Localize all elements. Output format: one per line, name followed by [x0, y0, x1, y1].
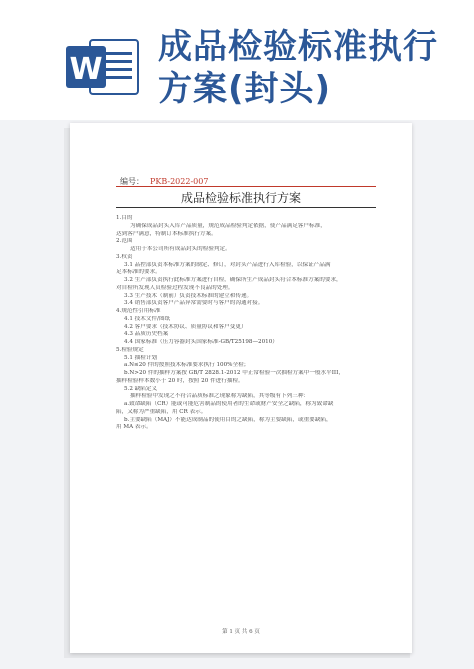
document-line: 对自检所发现人员检验过程发现不良品的处理。	[116, 284, 234, 291]
document-line: 4.1 技术文件/图纸	[124, 315, 171, 322]
document-line: b.N>20 件的抽样方案按 GB/T 2828.1-2012 中正常检验一次抽检方案中一般水平III，	[124, 370, 344, 376]
document-line: 3.3 生产技术（制前）负责技术标准的建立和传递。	[124, 292, 253, 299]
document-line: 4.规范性引用标准	[116, 308, 161, 314]
document-line: 用 MA 表示。	[116, 424, 152, 431]
document-line: 1.目的	[116, 215, 133, 221]
word-icon	[66, 36, 142, 98]
page-footer: 第 1 页 共 6 页	[222, 629, 260, 635]
document-line: 4.2 客户要求（技术协议、质量协议和客户变更）	[124, 323, 247, 330]
header-rule-red	[116, 186, 376, 187]
document-line: 3.4 销售部负责客户产品异常需要时与客户的沟通对接。	[124, 300, 264, 307]
document-line: 5.2 缺陷定义	[124, 385, 158, 392]
document-title: 成品检验标准执行方案	[180, 191, 301, 205]
document-number-label: 编号：	[120, 177, 144, 186]
document-line: 5.1 抽检计划	[124, 354, 158, 361]
document-line: a.致命缺陷（CR）能或可能危害制品的使用者的生命或财产安全之缺陷，称为致命缺	[124, 401, 334, 407]
document-line: 陷，又称为严重缺陷，用 CR 表示。	[116, 408, 207, 415]
banner	[0, 0, 474, 120]
document-line: 抽样检验样本数小于 20 时，按照 20 件进行抽检。	[116, 377, 244, 384]
document-page	[70, 123, 412, 653]
document-line: 达到客户满意，特制订本标准执行方案。	[116, 230, 217, 237]
document-line: b.主要缺陷（MAJ）不能达成制品的使用目的之缺陷，称为主要缺陷，或重要缺陷，	[124, 416, 332, 423]
document-line: 4.3 品质历史档案	[124, 331, 169, 338]
document-body	[116, 215, 378, 432]
document-line: 3.1 品控部负责本标准方案的制定、修订，对封头产品进行入库检验，以保证产品满	[124, 261, 331, 268]
banner-title-line2: 方案(封头)	[158, 69, 332, 109]
banner-title	[158, 26, 458, 110]
document-line: 3.权责	[116, 253, 133, 260]
banner-title-line1: 成品检验标准执行	[158, 27, 438, 67]
header-rule-black	[116, 207, 376, 208]
document-number-value: PKB-2022-007	[150, 177, 209, 186]
document-line: 5.检验规定	[116, 346, 144, 353]
document-line: 2.范围	[116, 238, 133, 245]
document-line: 为确保成品封头入库产品质量，规范成品检验判定依据，使产品满足客户标准，	[130, 222, 326, 229]
document-line: 足本标准的要求。	[116, 269, 161, 276]
document-line: 适用于本公司所有成品封头的检验判定。	[130, 246, 231, 252]
document-line: 4.4 国家标准（压力容器封头国家标准-GB/T25198—2010）	[124, 339, 278, 345]
word-logo-letter: W	[69, 52, 103, 87]
document-line: 3.2 生产部负责执行此标准方案进行自检，确保所生产成品封头符合本标准方案的要求，	[124, 277, 342, 283]
document-line: 抽样检验中发现之不符合品质标准之现象称为缺陷，其等级有下列三种：	[130, 393, 310, 400]
document-line: a.N≤20 件的按照技术标准要求执行 100%全检；	[124, 362, 250, 369]
